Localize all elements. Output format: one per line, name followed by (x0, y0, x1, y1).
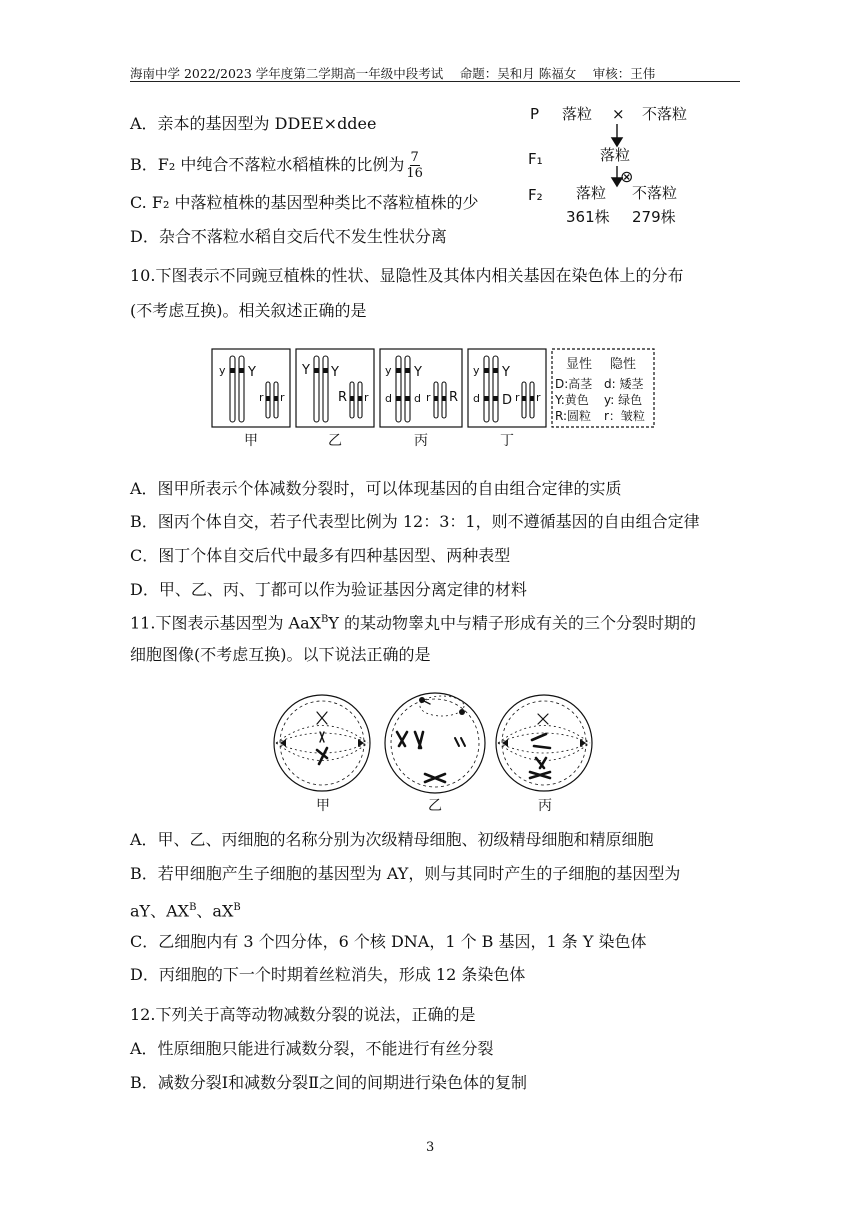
q10-option-a: A．图甲所表示个体减数分裂时，可以体现基因的自由组合定律的实质 (130, 479, 622, 498)
cross-f2-left: 落粒 (576, 184, 607, 202)
q11-stem-line2: 细胞图像(不考虑互换)。以下说法正确的是 (130, 645, 431, 664)
gene-band (484, 368, 489, 373)
superscript: B (321, 614, 329, 625)
legend-recessive-item: y: 绿色 (604, 393, 643, 407)
gene-band (323, 368, 328, 373)
chromosome (415, 732, 423, 748)
gene-band (266, 396, 270, 401)
panel-label-bing: 丙 (414, 433, 428, 449)
gene-label: Y (302, 363, 310, 378)
gene-label: R (338, 390, 348, 405)
gene-label: d (414, 392, 421, 405)
chromosome (484, 356, 489, 422)
q9-option-b-text: B．F₂ 中纯合不落粒水稻植株的比例为 (130, 155, 405, 174)
gene-label: y (219, 364, 226, 377)
gene-band (350, 396, 354, 401)
chromosome (536, 758, 546, 768)
panel-label-yi: 乙 (328, 433, 342, 449)
q11-stem-line1 (130, 609, 696, 634)
gene-band (239, 368, 244, 373)
cell-jia-inner (280, 701, 364, 785)
cross-f2-right: 不落粒 (632, 184, 678, 202)
gene-band (405, 396, 410, 401)
arrow-head (612, 138, 622, 146)
cell-label-bing: 丙 (538, 798, 552, 814)
q10-option-d: D．甲、乙、丙、丁都可以作为验证基因分离定律的材料 (130, 580, 527, 599)
gene-label: R (449, 390, 459, 405)
cross-f2-label: F₂ (528, 186, 543, 204)
gene-label: r (280, 391, 285, 404)
cross-times: × (612, 105, 625, 123)
chromosome (530, 772, 550, 778)
gene-label: Y (414, 365, 422, 380)
legend-recessive-item: r：皱粒 (604, 409, 645, 423)
cross-f2-right-count: 279株 (632, 208, 676, 226)
spindle-fibers (498, 726, 590, 761)
gene-label: d (473, 392, 480, 405)
gene-band (442, 396, 446, 401)
cross-f1-value: 落粒 (600, 146, 631, 164)
chromosome (493, 356, 498, 422)
chromosome (405, 356, 410, 422)
chromosome (538, 714, 548, 724)
cross-p-label: P (530, 105, 540, 123)
q9-option-d: D．杂合不落粒水稻自交后代不发生性状分离 (130, 227, 447, 246)
q11-option-b-line2 (130, 897, 241, 922)
legend-dominant-item: Y:黄色 (555, 393, 589, 407)
gene-label: r (536, 391, 541, 404)
q11-option-c: C．乙细胞内有 3 个四分体，6 个核 DNA，1 个 B 基因，1 条 Y 染色体 (130, 932, 647, 951)
chromosome (455, 738, 465, 746)
q12-stem: 12.下列关于高等动物减数分裂的说法，正确的是 (130, 1005, 476, 1024)
page-header: 海南中学 2022/2023 学年度第二学期高一年级中段考试 命题：吴和月 陈福女 审核：王伟 (130, 66, 656, 81)
q9-option-c: C. F₂ 中落粒植株的基因型种类比不落粒植株的少 (130, 193, 479, 212)
legend-dominant-item: D:高茎 (555, 377, 593, 391)
chromosome (239, 356, 244, 422)
spindle-fibers (420, 696, 464, 716)
q11-option-a: A．甲、乙、丙细胞的名称分别为次级精母细胞、初级精母细胞和精原细胞 (130, 830, 654, 849)
self-cross-symbol: ⊗ (620, 167, 634, 186)
q12-option-a: A．性原细胞只能进行减数分裂，不能进行有丝分裂 (130, 1039, 494, 1058)
centriole (502, 739, 508, 747)
chromosome (317, 748, 327, 764)
gene-label: r (364, 391, 369, 404)
chromosome-gene-figure (210, 346, 660, 451)
q11-option-b-text: aY、AX (130, 901, 190, 921)
gene-label: r (515, 391, 520, 404)
gene-label: d (385, 392, 392, 405)
q10-stem-line2: (不考虑互换)。相关叙述正确的是 (130, 301, 367, 320)
cell-division-figure (270, 688, 600, 818)
cross-p-left: 落粒 (562, 105, 593, 123)
cell-label-jia: 甲 (316, 798, 330, 814)
gene-band (484, 396, 489, 401)
q9-option-b-fraction (406, 150, 423, 181)
legend-recessive-item: d: 矮茎 (604, 377, 644, 391)
cell-bing-inner (502, 701, 586, 785)
cell-jia-membrane (274, 695, 370, 791)
q9-option-b (130, 150, 423, 181)
q10-option-c: C．图丁个体自交后代中最多有四种基因型、两种表型 (130, 546, 511, 565)
gene-label: Y (502, 365, 510, 380)
chromosome (425, 774, 445, 782)
gene-label: Y (248, 365, 256, 380)
cross-f1-label: F₁ (528, 150, 543, 168)
chromosome (230, 356, 235, 422)
gene-label: r (426, 391, 431, 404)
gene-label: D (502, 393, 513, 408)
gene-band (493, 368, 498, 373)
page-number: 3 (426, 1140, 435, 1155)
cross-diagram (520, 100, 720, 230)
gene-band (522, 396, 526, 401)
centriole (280, 739, 286, 747)
chromosome (396, 356, 401, 422)
q11-option-d: D．丙细胞的下一个时期着丝粒消失，形成 12 条染色体 (130, 965, 526, 984)
chromosome (532, 734, 550, 748)
gene-band (230, 368, 235, 373)
q11-option-b-text: 、aX (196, 901, 234, 921)
chromosome (397, 732, 407, 746)
centriole (580, 739, 586, 747)
q11-option-b-line1: B．若甲细胞产生子细胞的基因型为 AY，则与其同时产生的子细胞的基因型为 (130, 864, 681, 883)
cross-p-right: 不落粒 (642, 105, 688, 123)
panel-label-ding: 丁 (500, 433, 514, 449)
q11-stem-text: Y 的某动物睾丸中与精子形成有关的三个分裂时期的 (328, 613, 697, 633)
gene-label: r (259, 391, 264, 404)
cross-f2-left-count: 361株 (566, 208, 610, 226)
legend-dominant-head: 显性 (566, 357, 593, 372)
gene-band (434, 396, 438, 401)
superscript: B (189, 902, 197, 913)
gene-band (530, 396, 534, 401)
fraction-denominator: 16 (406, 166, 423, 181)
q9-option-a: A．亲本的基因型为 DDEE×ddee (130, 114, 377, 133)
panel-label-jia: 甲 (244, 433, 258, 449)
chromosome (323, 356, 328, 422)
gene-band (314, 368, 319, 373)
gene-band (493, 396, 498, 401)
q12-option-b: B．减数分裂Ⅰ和减数分裂Ⅱ之间的间期进行染色体的复制 (130, 1073, 527, 1092)
gene-band (396, 368, 401, 373)
q11-stem-text: 11.下图表示基因型为 AaX (130, 613, 322, 633)
cell-label-yi: 乙 (428, 798, 442, 814)
gene-label: y (385, 364, 392, 377)
gene-band (358, 396, 362, 401)
panel-bing-frame (380, 349, 462, 427)
legend-recessive-head: 隐性 (610, 357, 637, 372)
centriole (459, 709, 465, 715)
header-rule (130, 81, 740, 82)
superscript: B (233, 902, 241, 913)
chromosome (314, 356, 319, 422)
gene-band (405, 368, 410, 373)
gene-label: y (473, 364, 480, 377)
fraction-numerator: 7 (410, 150, 419, 165)
gene-band (396, 396, 401, 401)
q10-option-b: B．图丙个体自交，若子代表型比例为 12：3：1，则不遵循基因的自由组合定律 (130, 512, 700, 531)
gene-band (274, 396, 278, 401)
centriole (358, 739, 364, 747)
q10-stem-line1: 10.下图表示不同豌豆植株的性状、显隐性及其体内相关基因在染色体上的分布 (130, 266, 684, 285)
legend-dominant-item: R:圆粒 (555, 409, 592, 423)
chromosome (317, 712, 327, 724)
gene-label: Y (331, 365, 339, 380)
chromosome (320, 732, 324, 742)
